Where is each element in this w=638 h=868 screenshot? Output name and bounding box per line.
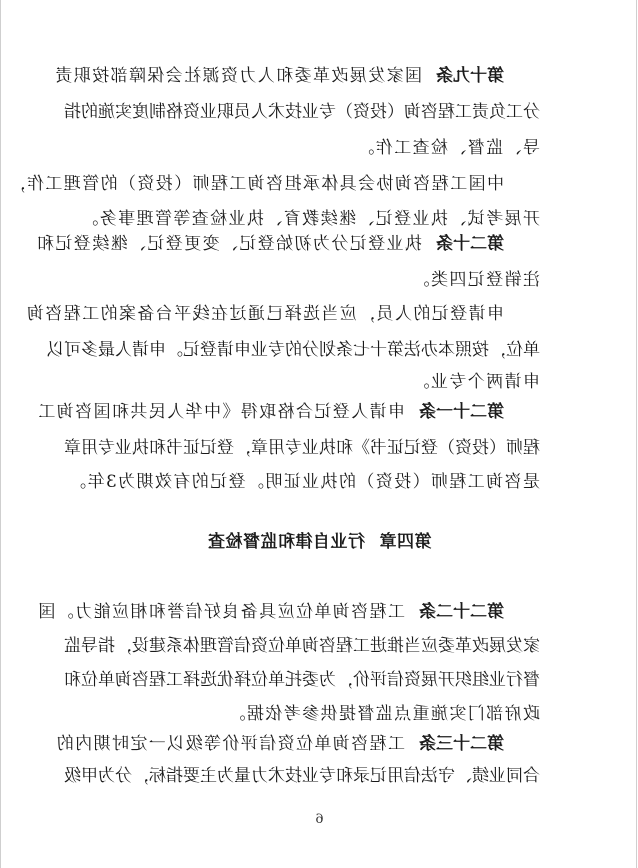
chapter-number: 第四章	[379, 532, 432, 552]
article-21-line-1	[37, 400, 540, 424]
chapter-title: 行业自律和监督检查	[207, 532, 365, 552]
mirrored-content	[1, 0, 638, 868]
article-23-line-2: 合同业绩、守法信用记录和专业技术力量为主要指标，分为甲级	[64, 766, 540, 786]
association-line-1: 中国工程咨询协会具体承担咨询工程师（投资）的管理工作，	[7, 174, 504, 194]
article-19-heading: 第十九条	[436, 66, 504, 86]
article-20-text-1: 执业登记分为初始登记、变更登记、继续登记和	[35, 234, 422, 254]
article-21-text-1: 申请人登记合格取得《中华人民共和国咨询工	[37, 402, 405, 422]
application-line-2: 单位，按照本办法第十七条划分的专业申请登记。申请人最多可以	[47, 340, 540, 360]
article-19-line-2: 分工负责工程咨询（投资）专业技术人员职业资格制度实施的指	[64, 102, 540, 122]
article-22-text-1: 工程咨询单位应具备良好信誉和相应能力。国	[37, 602, 405, 622]
application-line-3: 申请两个专业。	[411, 372, 540, 392]
chapter-heading	[1, 530, 638, 554]
article-21-line-2: 程师（投资）登记证书》和执业专用章，登记证书和执业专用章	[64, 438, 540, 458]
article-21-heading: 第二十一条	[419, 402, 504, 422]
article-21-line-3: 是咨询工程师（投资）的执业证明。登记的有效期为3年。	[67, 472, 540, 492]
article-23-line-1	[55, 732, 540, 756]
article-20-line-2: 注销登记四类。	[411, 270, 540, 290]
article-23-heading: 第二十三条	[419, 734, 504, 754]
page-number: 6	[315, 812, 324, 827]
article-22-line-1	[37, 600, 540, 624]
article-19-line-1	[54, 64, 540, 88]
article-20-line-1	[35, 232, 540, 256]
article-22-line-3: 督行业组织开展资信评价，为委托单位择优选择工程咨询单位和	[64, 670, 540, 690]
article-22-heading: 第二十二条	[419, 602, 504, 622]
article-20-heading: 第二十条	[436, 234, 504, 254]
association-line-2: 开展考试、执业登记、继续教育、执业检查等管理事务。	[80, 209, 540, 229]
article-23-text-1: 工程咨询单位资信评价等级以一定时期内的	[55, 734, 405, 754]
article-22-line-2: 家发展改革委应当推进工程咨询单位资信管理体系建设，指导监	[64, 636, 540, 656]
application-line-1: 申请登记的人员，应当选择已通过在线平台备案的工程咨询	[25, 304, 504, 324]
article-22-line-4: 政府部门实施重点监督提供参考依据。	[227, 704, 540, 724]
article-19-line-3: 导、监督、检查工作。	[356, 138, 540, 158]
article-19-text-1: 国家发展改革委和人力资源社会保障部按职责	[54, 66, 422, 86]
